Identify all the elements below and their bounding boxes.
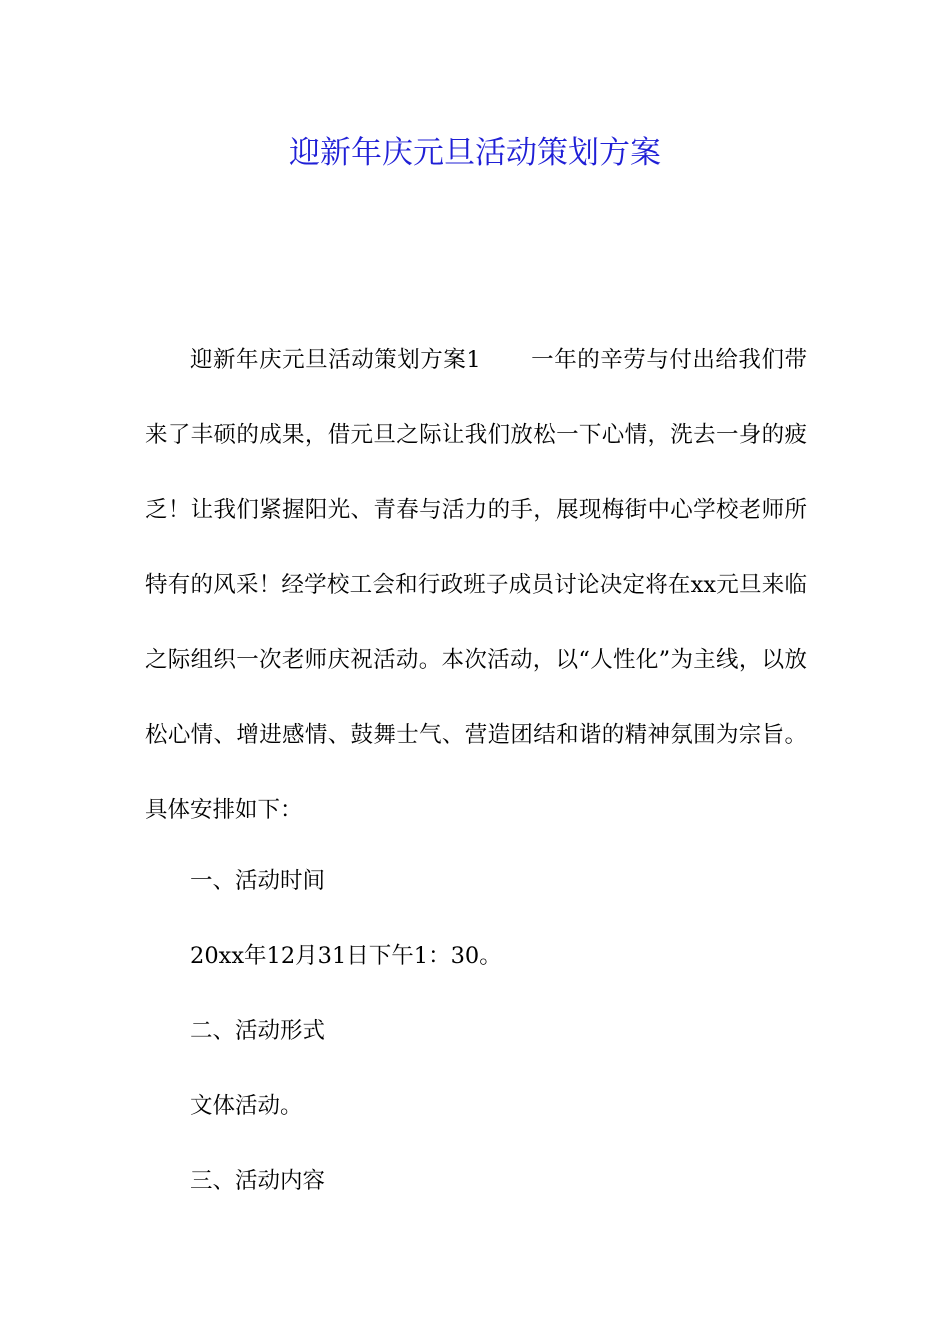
- section-heading-content: 三、活动内容: [190, 1168, 326, 1194]
- section-heading-form: 二、活动形式: [190, 1018, 326, 1044]
- section-content-form: 文体活动。: [190, 1093, 303, 1119]
- intro-text: 一年的辛劳与付出给我们带来了丰硕的成果，借元旦之际让我们放松一下心情，洗去一身的疲乏！让我们紧握阳光、青春与活力的手，展现梅街中心学校老师所特有的风采！经学校工会和行政班子成员讨论决定将在xx元旦来临之际组织一次老师庆祝活动。本次活动，以“人性化”为主线，以放松心情、增进感情、鼓舞士气、营造团结和谐的精神氛围为宗旨。具体安排如下：: [145, 347, 807, 823]
- intro-paragraph: [145, 323, 807, 848]
- intro-heading: 迎新年庆元旦活动策划方案1: [190, 347, 481, 373]
- section-content-time: 20xx年12月31日下午1：30。: [190, 943, 502, 969]
- document-title: 迎新年庆元旦活动策划方案: [289, 135, 661, 171]
- section-heading-time: 一、活动时间: [190, 868, 326, 894]
